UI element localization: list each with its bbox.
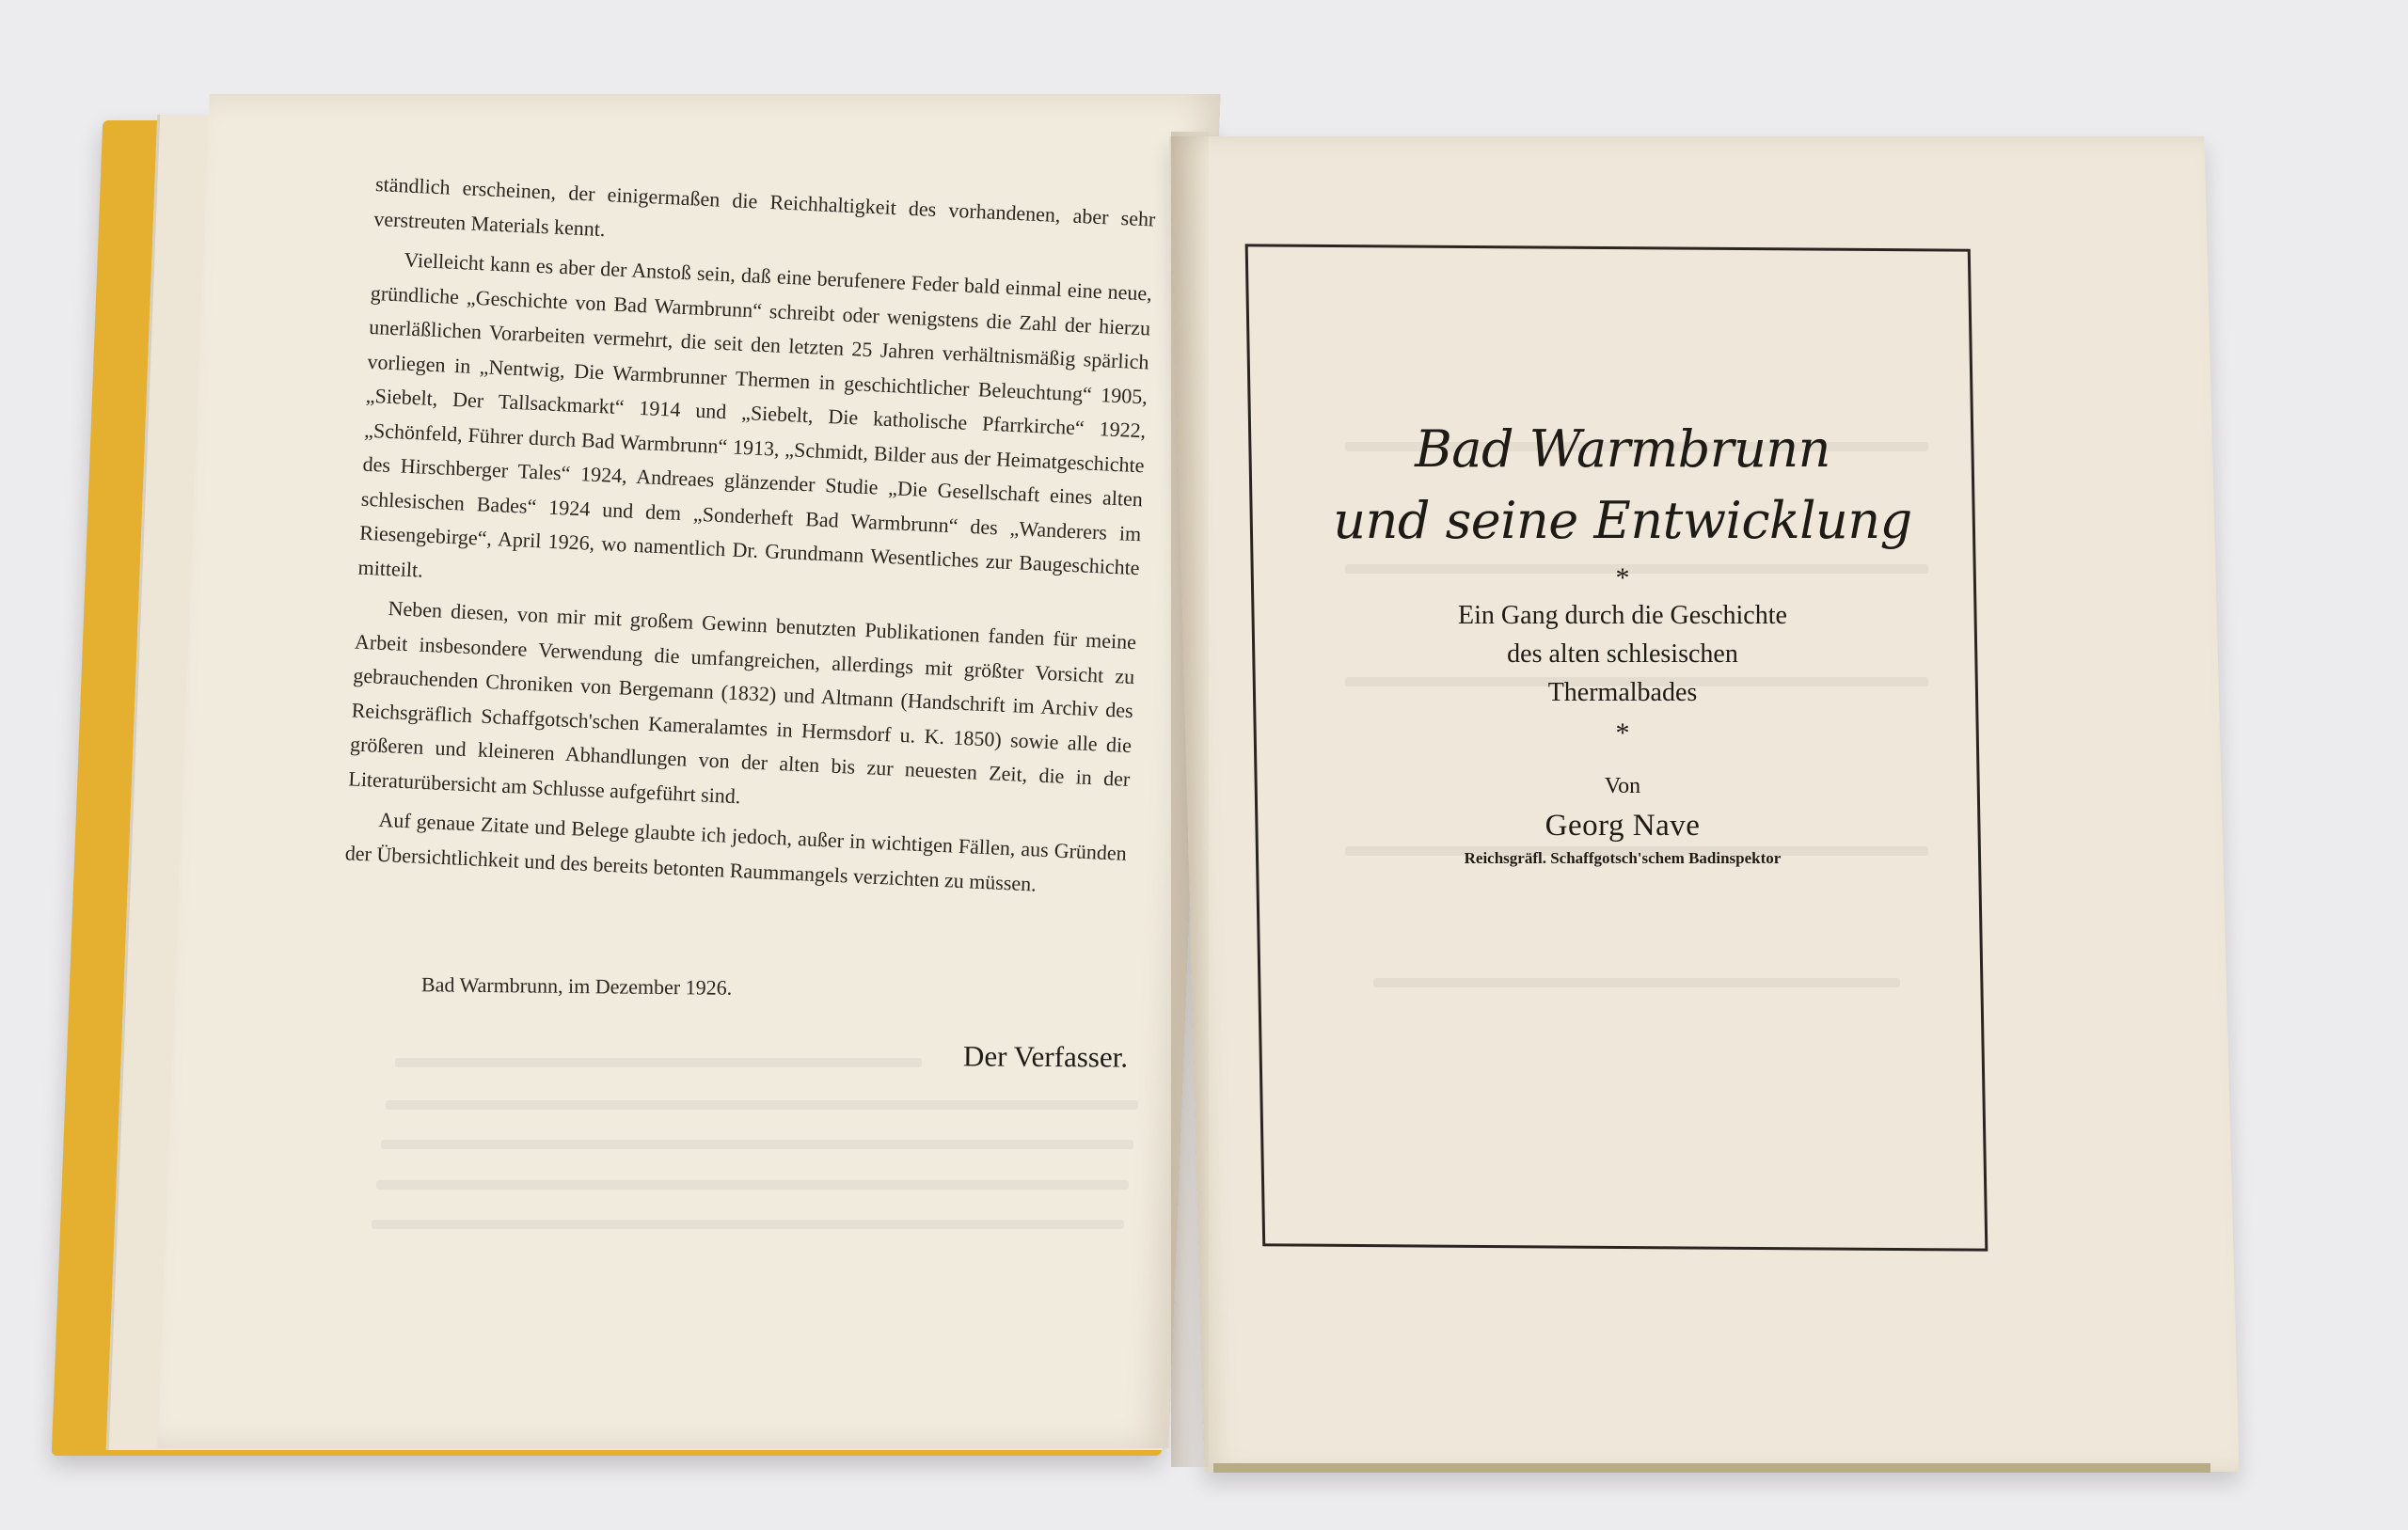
title-line-1: Bad Warmbrunn <box>1415 419 1830 479</box>
bleed-through-line <box>381 1140 1133 1149</box>
bleed-through-line <box>386 1100 1138 1110</box>
signature: Der Verfasser. <box>962 1039 1129 1074</box>
title-line-2: und seine Entwicklung <box>1333 491 1912 550</box>
bleed-through-line <box>376 1180 1129 1190</box>
subtitle-line-1: Ein Gang durch die Geschichte <box>1458 601 1787 630</box>
bleed-through-line <box>395 1058 922 1067</box>
title-block <box>1298 414 1947 868</box>
asterisk-ornament: * <box>1615 562 1630 593</box>
author-name: Georg Nave <box>1545 809 1701 843</box>
paragraph: Vielleicht kann es aber der Anstoß sein, daß eine berufenere Feder bald einmal eine neue, gründliche „Geschichte von Bad Warmbrunn“ schreibt oder wenigstens die Zahl der hierzu unerläßlichen Vorarbeiten vermehrt, die seit den letzten 25 Jahren verhältnismäßig spärlich vorliegen in „Nentwig, Die Warmbrunner Thermen in geschichtlicher Beleuchtung“ 1905, „Siebelt, Der Tallsackmarkt“ 1914 und „Siebelt, Die katholische Pfarrkirche“ 1922, „Schönfeld, Führer durch Bad Warmbrunn“ 1913, „Schmidt, Bilder aus der Heimatgeschichte des Hirschberger Tales“ 1924, Andreaes glänzender Studie „Die Gesellschaft eines alten schlesischen Bades“ 1924 und dem „Sonderheft Bad Warmbrunn“ des „Wanderers im Riesengebirge“, April 1926, wo namentlich Dr. Grundmann Wesentliches zur Baugeschichte mitteilt. <box>357 247 1153 582</box>
paragraph: Auf genaue Zitate und Belege glaubte ich jedoch, außer in wichtigen Fällen, aus Gründen der Übersichtlichkeit und des bereits betonten Raummangels verzichten zu müssen. <box>344 807 1128 896</box>
asterisk-ornament: * <box>1615 718 1630 749</box>
left-page-body <box>344 167 1156 911</box>
author-role: Reichsgräfl. Schaffgotsch'schem Badinspektor <box>1464 849 1782 867</box>
bleed-through-line <box>372 1220 1124 1229</box>
place-date: Bad Warmbrunn, im Dezember 1926. <box>420 972 733 1000</box>
book-gutter <box>1171 132 1209 1467</box>
subtitle-line-2: des alten schlesischen <box>1507 639 1738 669</box>
right-page-edge <box>1213 1463 2210 1473</box>
paragraph: ständlich erscheinen, der einigermaßen die Reichhaltigkeit des vorhandenen, aber sehr verstreuten Materials kennt. <box>372 171 1156 241</box>
paragraph: Neben diesen, von mir mit großem Gewinn benutzten Publikationen fanden für meine Arbeit insbesondere Verwendung die umfangreichen, allerdings mit größter Vorsicht zu gebrauchenden Chroniken von Bergemann (1832) und Altmann (Handschrift im Archiv des Reichsgräflich Schaffgotsch'schen Kameralamtes in Hermsdorf u. K. 1850) sowie alle die größeren und kleineren Abhandlungen von der alten bis zur neuesten Zeit, die in der Literaturübersicht am Schlusse aufgeführt sind. <box>347 596 1137 808</box>
subtitle-line-3: Thermalbades <box>1547 678 1698 707</box>
by-label: Von <box>1604 774 1641 798</box>
